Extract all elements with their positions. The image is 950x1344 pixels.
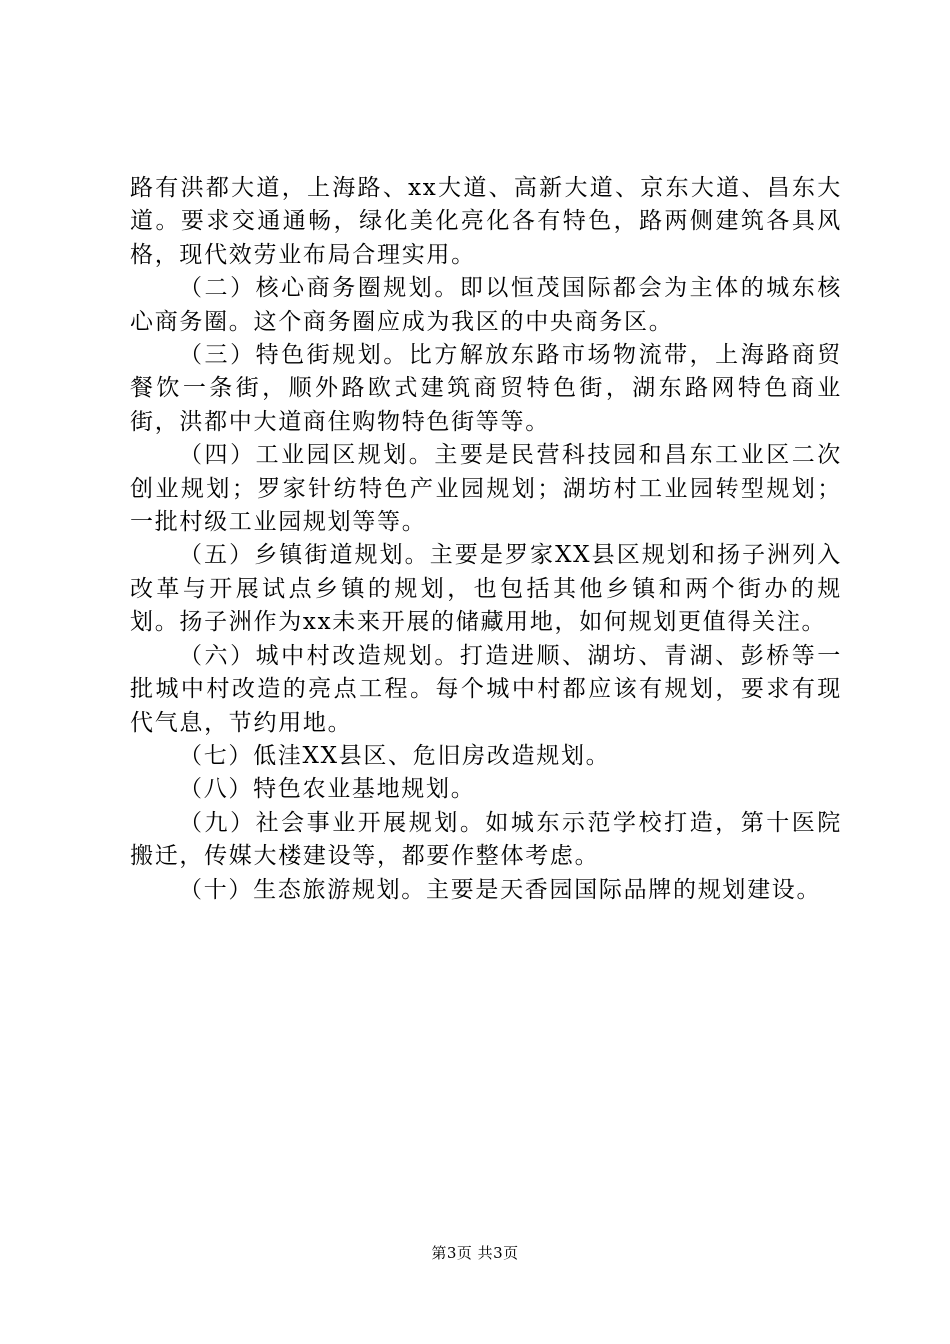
paragraph-urban-village: （六）城中村改造规划。打造进顺、湖坊、青湖、彭桥等一批城中村改造的亮点工程。每个城中村都应该有规划，要求有现代气息，节约用地。 [130,642,842,736]
paragraph-lowland-renovation: （七）低洼XX县区、危旧房改造规划。 [179,742,611,769]
paragraph-township-planning: （五）乡镇街道规划。主要是罗家XX县区规划和扬子洲列入改革与开展试点乡镇的规划，也包括其他乡镇和两个街办的规划。扬子洲作为xx未来开展的储藏用地，如何规划更值得关注。 [130,542,842,636]
paragraph-continuation: 路有洪都大道，上海路、xx大道、高新大道、京东大道、昌东大道。要求交通通畅，绿化美化亮化各有特色，路两侧建筑各具风格，现代效劳业布局合理实用。 [130,175,842,268]
document-body [130,172,842,907]
page-number-footer: 第3页 共3页 [431,1244,519,1262]
paragraph-social-development: （九）社会事业开展规划。如城东示范学校打造，第十医院搬迁，传媒大楼建设等，都要作整体考虑。 [130,809,842,870]
paragraph-agriculture-base: （八）特色农业基地规划。 [179,776,476,803]
paragraph-industrial-parks: （四）工业园区规划。主要是民营科技园和昌东工业区二次创业规划；罗家针纺特色产业园规划；湖坊村工业园转型规划；一批村级工业园规划等等。 [130,442,842,536]
paragraph-eco-tourism: （十）生态旅游规划。主要是天香园国际品牌的规划建设。 [179,876,822,903]
paragraph-feature-streets: （三）特色街规划。比方解放东路市场物流带，上海路商贸餐饮一条街，顺外路欧式建筑商贸特色街，湖东路网特色商业街，洪都中大道商住购物特色街等等。 [130,342,842,435]
paragraph-core-business-circle: （二）核心商务圈规划。即以恒茂国际都会为主体的城东核心商务圈。这个商务圈应成为我区的中央商务区。 [130,275,842,335]
